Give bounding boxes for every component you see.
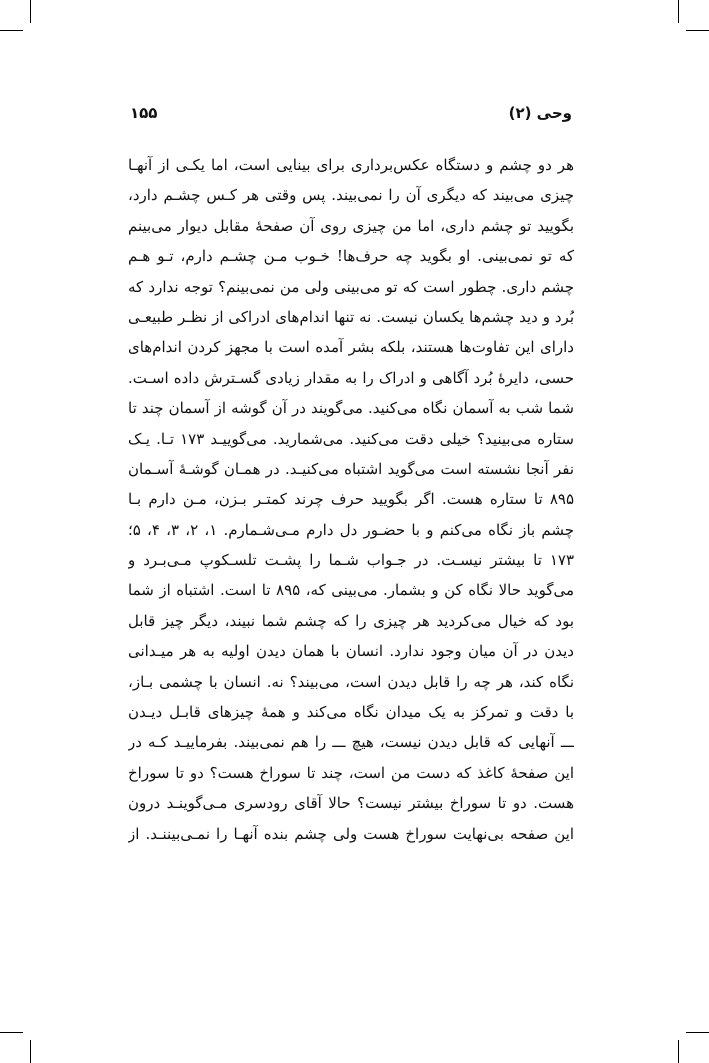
text-line: چیزی می‌بیند که دیگری آن را نمی‌بیند. پس وقتی هر کـس چشـم دارد،: [128, 186, 574, 205]
text-line: که تو نمی‌بینی. او بگوید چه حرف‌ها! خـوب مـن چشـم دارم، تـو هـم: [128, 247, 574, 266]
text-line: ستاره می‌بینید؟ خیلی دقت می‌کنید. می‌شمارید. می‌گوییـد ۱۷۳ تـا. یـک: [128, 429, 574, 448]
text-line: بگویید تو چشم داری، اما من چیزی روی آن صفحهٔ مقابل دیوار می‌بینم: [128, 216, 574, 235]
text-line: نگاه کند، هر چه را قابل دیدن است، می‌بیند؟ نه. انسان با چشمی بـاز،: [128, 672, 574, 691]
crop-mark-bottom-left-horizontal: [0, 1032, 23, 1033]
text-line: ۸۹۵ تا ستاره هست. اگر بگویید حرف چرند کمتـر بـزن، مـن دارم بـا: [128, 490, 574, 509]
text-line: چشم باز نگاه می‌کنم و با حضـور دل دارم مـی‌شـمارم. ۱، ۲، ۳، ۴، ۵؛: [128, 520, 574, 539]
text-line: هست. دو تا سوراخ بیشتر نیست؟ حالا آقای رودسری مـی‌گوینـد درون: [128, 794, 574, 813]
text-line: شما شب به آسمان نگاه می‌کنید. می‌گویند در آن گوشه از آسمان چند تا: [128, 399, 574, 418]
text-line: این صفحه بی‌نهایت سوراخ هست ولی چشم بنده آنهـا را نمـی‌بیننـد. از: [128, 824, 574, 843]
text-line: هر دو چشم و دستگاه عکس‌برداری برای بینایی است، اما یکـی از آنهـا: [128, 156, 574, 174]
text-line: با دقت و تمرکز به یک میدان نگاه می‌کند و همهٔ چیزهای قابـل دیـدن: [128, 703, 574, 722]
text-line: ۱۷۳ تا بیشتر نیسـت. در جـواب شـما را پشـت تلسـکوپ مـی‌بـرد و: [128, 551, 574, 570]
crop-mark-top-left-horizontal: [0, 30, 23, 31]
text-line: ـــ آنهایی که قابل دیدن نیست، هیچ ـــ را هم نمی‌بیند. بفرماییـد کـه در: [128, 733, 574, 752]
crop-mark-bottom-right-vertical: [678, 1040, 679, 1063]
text-line: می‌گوید حالا نگاه کن و بشمار. می‌بینی که، ۸۹۵ تا است. اشتباه از شما: [128, 581, 574, 600]
text-line: نفر آنجا نشسته است می‌گوید اشتباه می‌کنیـد. در همـان گوشـهٔ آسـمان: [128, 459, 574, 478]
text-line: دارای این تفاوت‌ها هستند، بلکه بشر آمده است با مجهز کردن اندام‌های: [128, 338, 574, 357]
crop-mark-top-right-horizontal: [686, 30, 709, 31]
text-line: بُرد و دید چشم‌ها یکسان نیست. نه تنها اندام‌های ادراکی از نظـر طبیعـی: [128, 307, 574, 326]
text-line: چشم داری. چطور است که تو می‌بینی ولی من نمی‌بینم؟ توجه ندارد که: [128, 277, 574, 296]
page-number: ۱۵۵: [130, 104, 158, 122]
crop-mark-bottom-left-vertical: [30, 1040, 31, 1063]
crop-mark-bottom-right-horizontal: [686, 1032, 709, 1033]
text-line: دیدن در آن میان وجود ندارد. انسان با همان دیدن اولیه به هر میـدانی: [128, 642, 574, 661]
text-line: حسی، دایرهٔ بُرد آگاهی و ادراک را به مقدار زیادی گسـترش داده اسـت.: [128, 368, 574, 387]
body-text: [128, 150, 574, 849]
text-line: بود که خیال می‌کردید هر چیزی را که چشم شما نبیند، دیگر چیز قابل: [128, 611, 574, 630]
crop-mark-top-left-vertical: [30, 0, 31, 23]
text-line: این صفحهٔ کاغذ که دست من است، چند تا سوراخ هست؟ دو تا سوراخ: [128, 763, 574, 782]
crop-mark-top-right-vertical: [678, 0, 679, 23]
page-header: [130, 104, 572, 128]
running-title: وحی (۲): [508, 104, 572, 122]
